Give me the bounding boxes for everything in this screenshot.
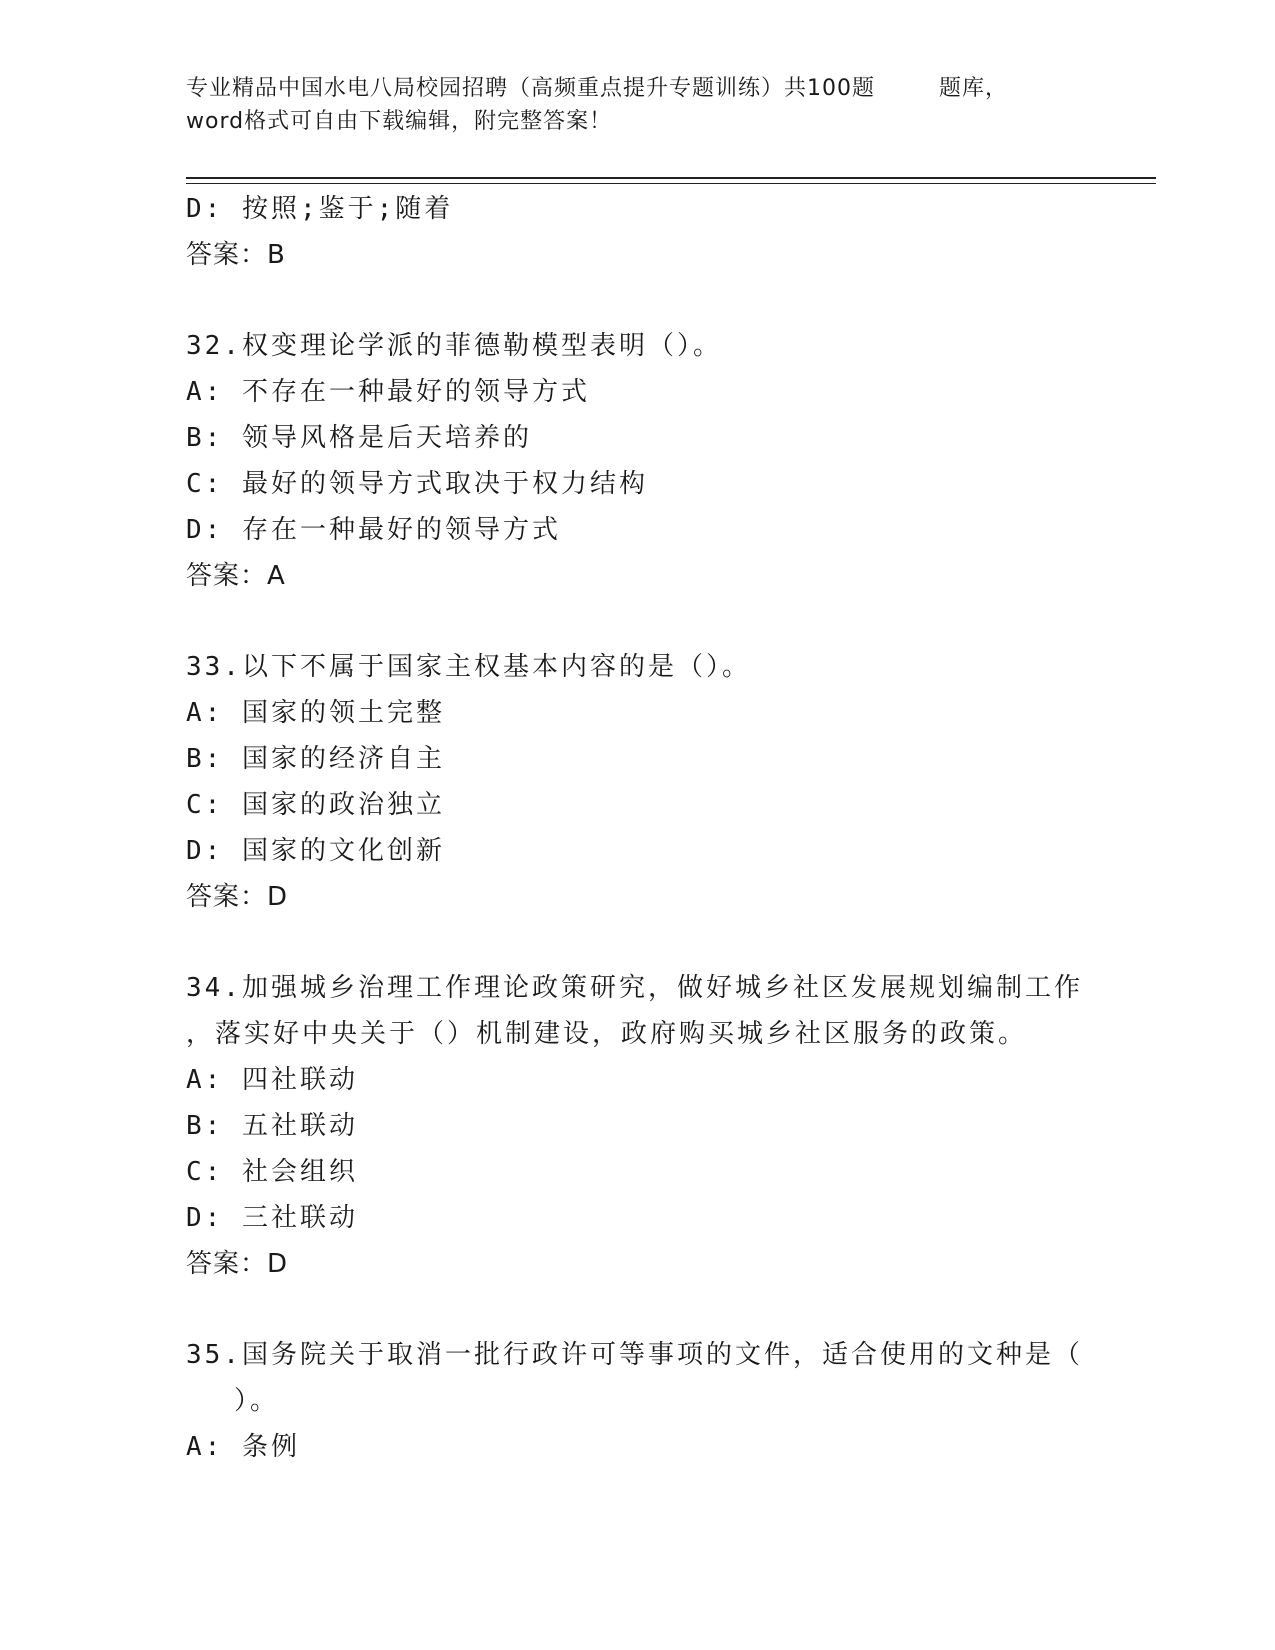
option-d: D: 按照;鉴于;随着: [186, 194, 454, 224]
question-stem-continued: ，落实好中央关于（）机制建设，政府购买城乡社区服务的政策。: [186, 1019, 1028, 1049]
header-title-line2: word格式可自由下载编辑，附完整答案！: [186, 109, 613, 134]
spacer: [186, 1287, 1086, 1332]
option-d: D: 三社联动: [186, 1203, 358, 1233]
header-rule-thick: [186, 177, 1156, 179]
option-a: A: 四社联动: [186, 1065, 358, 1095]
answer-line: 答案：B: [186, 240, 286, 270]
option-a: A: 国家的领土完整: [186, 698, 445, 728]
question-stem-continued: ）。: [234, 1386, 280, 1416]
header-rule-thin: [186, 183, 1156, 184]
option-d: D: 国家的文化创新: [186, 836, 445, 866]
option-c: C: 国家的政治独立: [186, 790, 445, 820]
question-33: [186, 644, 1086, 920]
spacer: [186, 278, 1086, 323]
option-b: B: 五社联动: [186, 1111, 358, 1141]
answer-line: 答案：D: [186, 1249, 289, 1279]
question-stem: 33.以下不属于国家主权基本内容的是（）。: [186, 652, 751, 682]
option-b: B: 国家的经济自主: [186, 744, 445, 774]
option-d: D: 存在一种最好的领导方式: [186, 515, 561, 545]
spacer: [186, 920, 1086, 965]
answer-line: 答案：A: [186, 561, 286, 591]
question-34: [186, 965, 1086, 1287]
question-stem: 32.权变理论学派的菲德勒模型表明（）。: [186, 331, 722, 361]
question-32: [186, 323, 1086, 599]
question-content: [186, 186, 1086, 1470]
answer-line: 答案：D: [186, 882, 289, 912]
option-c: C: 社会组织: [186, 1157, 358, 1187]
question-stem: 35.国务院关于取消一批行政许可等事项的文件，适合使用的文种是（: [186, 1340, 1083, 1370]
option-a: A: 不存在一种最好的领导方式: [186, 377, 590, 407]
question-35: [186, 1332, 1086, 1470]
option-c: C: 最好的领导方式取决于权力结构: [186, 469, 648, 499]
option-b: B: 领导风格是后天培养的: [186, 423, 532, 453]
page-header: [186, 72, 1086, 138]
option-a: A: 条例: [186, 1432, 300, 1462]
header-title-line1: 专业精品中国水电八局校园招聘（高频重点提升专题训练）共100题 题库，: [186, 76, 1008, 101]
spacer: [186, 599, 1086, 644]
question-stem: 34.加强城乡治理工作理论政策研究，做好城乡社区发展规划编制工作: [186, 973, 1083, 1003]
